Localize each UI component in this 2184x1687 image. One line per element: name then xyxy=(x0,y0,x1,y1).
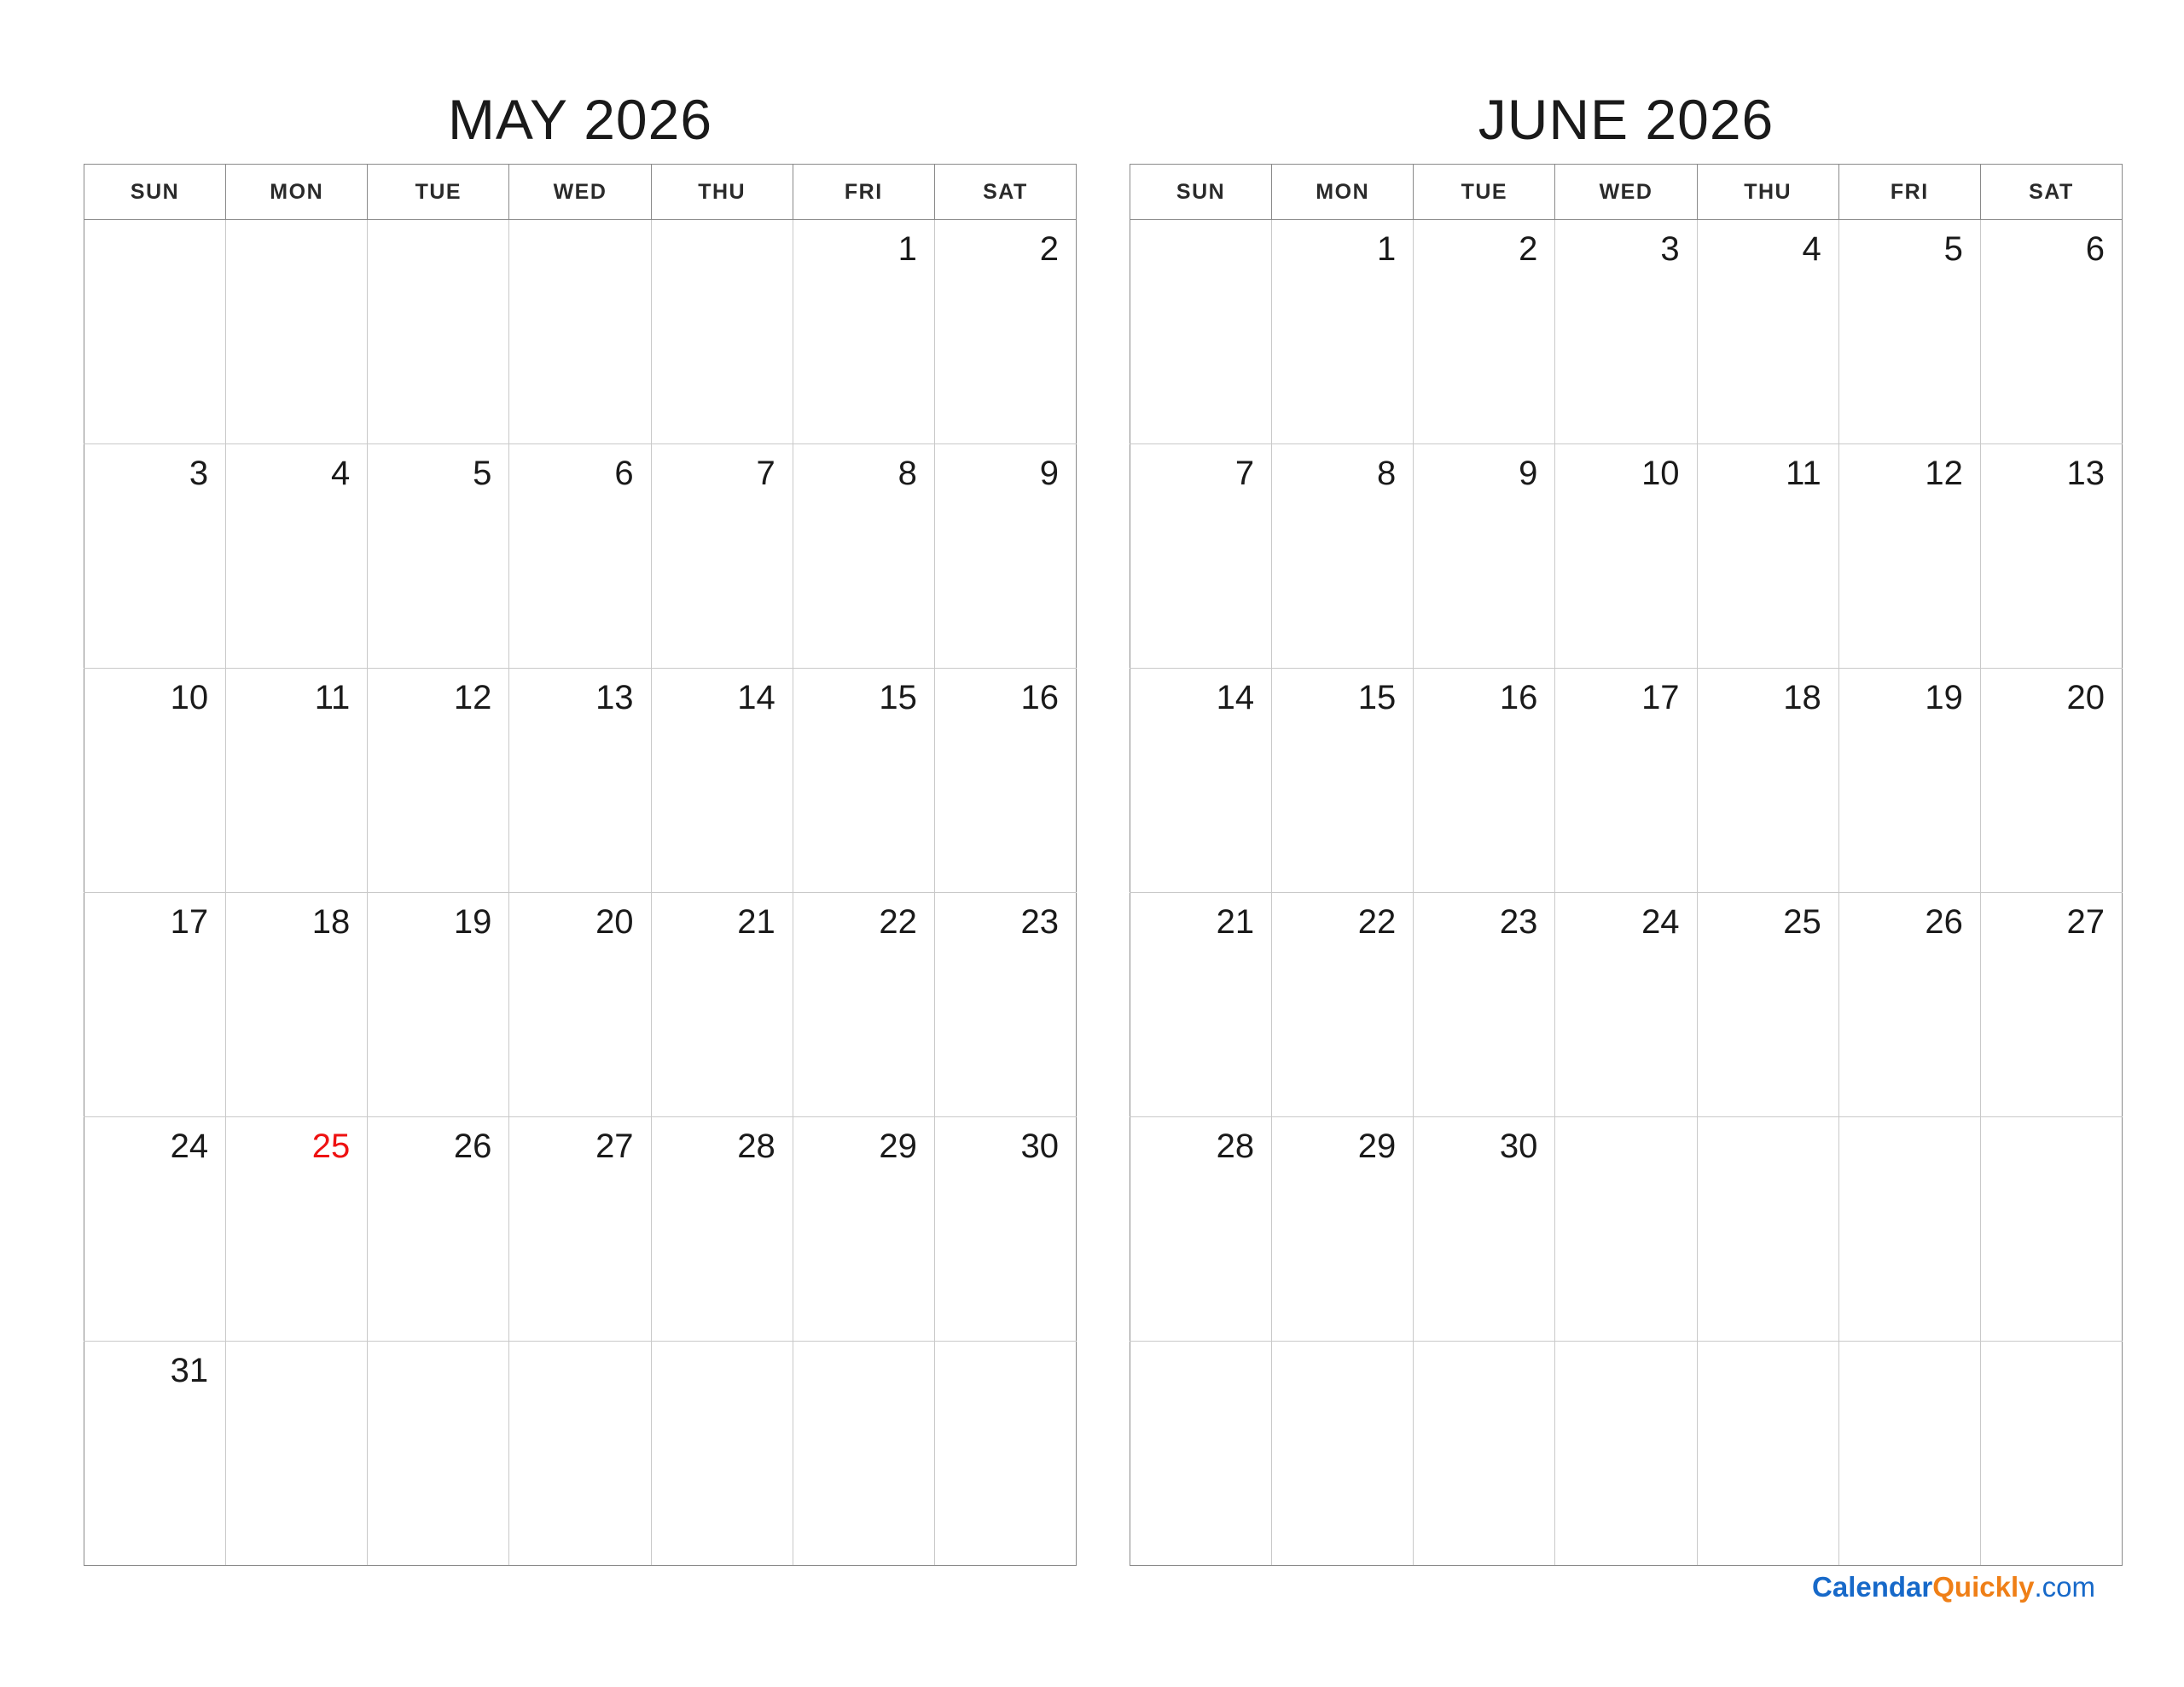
day-cell[interactable] xyxy=(1555,1342,1697,1566)
day-cell[interactable]: 7 xyxy=(651,444,793,669)
day-cell[interactable]: 18 xyxy=(1697,669,1838,893)
week-row xyxy=(84,893,1077,1117)
day-cell[interactable] xyxy=(651,220,793,444)
weekday-fri: FRI xyxy=(1838,165,1980,220)
day-cell[interactable]: 2 xyxy=(1414,220,1555,444)
brand-text-domain: .com xyxy=(2034,1571,2095,1603)
day-cell[interactable] xyxy=(509,220,651,444)
weekday-header-row xyxy=(1130,165,2123,220)
weekday-mon: MON xyxy=(1272,165,1414,220)
day-cell[interactable]: 3 xyxy=(1555,220,1697,444)
day-cell[interactable]: 8 xyxy=(793,444,934,669)
day-cell[interactable]: 19 xyxy=(368,893,509,1117)
day-cell[interactable]: 30 xyxy=(934,1117,1076,1342)
day-cell[interactable] xyxy=(1130,1342,1272,1566)
weekday-sat: SAT xyxy=(1980,165,2122,220)
day-cell[interactable]: 28 xyxy=(651,1117,793,1342)
weekday-mon: MON xyxy=(226,165,368,220)
weekday-fri: FRI xyxy=(793,165,934,220)
week-row xyxy=(1130,669,2123,893)
day-cell[interactable]: 4 xyxy=(226,444,368,669)
day-cell[interactable]: 3 xyxy=(84,444,226,669)
day-cell[interactable] xyxy=(509,1342,651,1566)
day-cell[interactable]: 31 xyxy=(84,1342,226,1566)
day-cell[interactable] xyxy=(1697,1117,1838,1342)
day-cell[interactable]: 16 xyxy=(1414,669,1555,893)
calendar-table-first xyxy=(84,164,1077,1566)
day-cell[interactable] xyxy=(368,220,509,444)
day-cell[interactable] xyxy=(1697,1342,1838,1566)
day-cell[interactable]: 26 xyxy=(368,1117,509,1342)
day-cell[interactable]: 12 xyxy=(1838,444,1980,669)
day-cell[interactable]: 21 xyxy=(1130,893,1272,1117)
weekday-header-row xyxy=(84,165,1077,220)
day-cell[interactable]: 1 xyxy=(793,220,934,444)
weekday-wed: WED xyxy=(1555,165,1697,220)
week-row xyxy=(84,669,1077,893)
day-cell[interactable]: 25 xyxy=(1697,893,1838,1117)
day-cell[interactable]: 11 xyxy=(1697,444,1838,669)
week-row xyxy=(84,1117,1077,1342)
day-cell[interactable]: 27 xyxy=(509,1117,651,1342)
day-cell[interactable]: 27 xyxy=(1980,893,2122,1117)
day-cell[interactable] xyxy=(1414,1342,1555,1566)
day-cell[interactable]: 11 xyxy=(226,669,368,893)
day-cell[interactable] xyxy=(934,1342,1076,1566)
weekday-sun: SUN xyxy=(84,165,226,220)
day-cell[interactable]: 5 xyxy=(1838,220,1980,444)
day-cell[interactable]: 20 xyxy=(1980,669,2122,893)
day-cell[interactable]: 24 xyxy=(1555,893,1697,1117)
day-cell[interactable]: 17 xyxy=(1555,669,1697,893)
day-cell[interactable]: 16 xyxy=(934,669,1076,893)
day-cell[interactable]: 1 xyxy=(1272,220,1414,444)
weekday-tue: TUE xyxy=(368,165,509,220)
day-cell[interactable]: 29 xyxy=(793,1117,934,1342)
week-row xyxy=(84,444,1077,669)
day-cell[interactable] xyxy=(226,220,368,444)
day-cell[interactable] xyxy=(651,1342,793,1566)
brand-text-quickly: Quickly xyxy=(1932,1571,2035,1603)
day-cell[interactable]: 6 xyxy=(509,444,651,669)
day-cell[interactable]: 6 xyxy=(1980,220,2122,444)
day-cell[interactable]: 24 xyxy=(84,1117,226,1342)
month-block-first xyxy=(84,75,1077,1566)
week-row xyxy=(1130,1342,2123,1566)
day-cell[interactable] xyxy=(793,1342,934,1566)
day-cell[interactable]: 26 xyxy=(1838,893,1980,1117)
day-cell[interactable]: 21 xyxy=(651,893,793,1117)
calendar-table-second xyxy=(1130,164,2123,1566)
day-cell[interactable] xyxy=(1272,1342,1414,1566)
day-cell[interactable] xyxy=(84,220,226,444)
brand-text-calendar: Calendar xyxy=(1812,1571,1933,1603)
day-cell[interactable]: 9 xyxy=(1414,444,1555,669)
day-cell[interactable]: 23 xyxy=(934,893,1076,1117)
weekday-wed: WED xyxy=(509,165,651,220)
day-cell[interactable]: 12 xyxy=(368,669,509,893)
day-cell[interactable]: 4 xyxy=(1697,220,1838,444)
month-title-first: MAY 2026 xyxy=(447,88,713,151)
day-cell[interactable]: 22 xyxy=(793,893,934,1117)
day-cell[interactable] xyxy=(368,1342,509,1566)
day-cell[interactable]: 19 xyxy=(1838,669,1980,893)
day-cell[interactable] xyxy=(226,1342,368,1566)
week-row xyxy=(84,1342,1077,1566)
day-cell[interactable] xyxy=(1838,1342,1980,1566)
day-cell[interactable] xyxy=(1130,220,1272,444)
day-cell[interactable] xyxy=(1980,1342,2122,1566)
week-row xyxy=(1130,444,2123,669)
day-cell[interactable]: 22 xyxy=(1272,893,1414,1117)
day-cell[interactable]: 13 xyxy=(1980,444,2122,669)
week-row xyxy=(84,220,1077,444)
site-branding[interactable] xyxy=(1812,1571,2095,1603)
day-cell[interactable] xyxy=(1838,1117,1980,1342)
day-cell[interactable]: 8 xyxy=(1272,444,1414,669)
day-cell[interactable] xyxy=(1980,1117,2122,1342)
calendars-container xyxy=(84,75,2123,1566)
day-cell[interactable] xyxy=(1555,1117,1697,1342)
weekday-tue: TUE xyxy=(1414,165,1555,220)
day-cell[interactable]: 15 xyxy=(1272,669,1414,893)
day-cell[interactable]: 29 xyxy=(1272,1117,1414,1342)
day-cell[interactable]: 9 xyxy=(934,444,1076,669)
day-cell[interactable]: 20 xyxy=(509,893,651,1117)
day-cell[interactable]: 18 xyxy=(226,893,368,1117)
day-cell[interactable]: 14 xyxy=(651,669,793,893)
day-cell[interactable]: 30 xyxy=(1414,1117,1555,1342)
day-cell[interactable]: 7 xyxy=(1130,444,1272,669)
day-cell[interactable]: 15 xyxy=(793,669,934,893)
day-cell[interactable]: 2 xyxy=(934,220,1076,444)
week-row xyxy=(1130,893,2123,1117)
day-cell[interactable]: 28 xyxy=(1130,1117,1272,1342)
week-row xyxy=(1130,1117,2123,1342)
weekday-thu: THU xyxy=(651,165,793,220)
month-block-second xyxy=(1130,75,2123,1566)
weekday-thu: THU xyxy=(1697,165,1838,220)
day-cell[interactable]: 14 xyxy=(1130,669,1272,893)
day-cell[interactable]: 23 xyxy=(1414,893,1555,1117)
month-title-second: JUNE 2026 xyxy=(1478,88,1774,151)
day-cell[interactable]: 5 xyxy=(368,444,509,669)
day-cell-highlighted[interactable]: 25 xyxy=(226,1117,368,1342)
week-row xyxy=(1130,220,2123,444)
weekday-sat: SAT xyxy=(934,165,1076,220)
day-cell[interactable]: 10 xyxy=(84,669,226,893)
day-cell[interactable]: 17 xyxy=(84,893,226,1117)
day-cell[interactable]: 10 xyxy=(1555,444,1697,669)
weekday-sun: SUN xyxy=(1130,165,1272,220)
day-cell[interactable]: 13 xyxy=(509,669,651,893)
